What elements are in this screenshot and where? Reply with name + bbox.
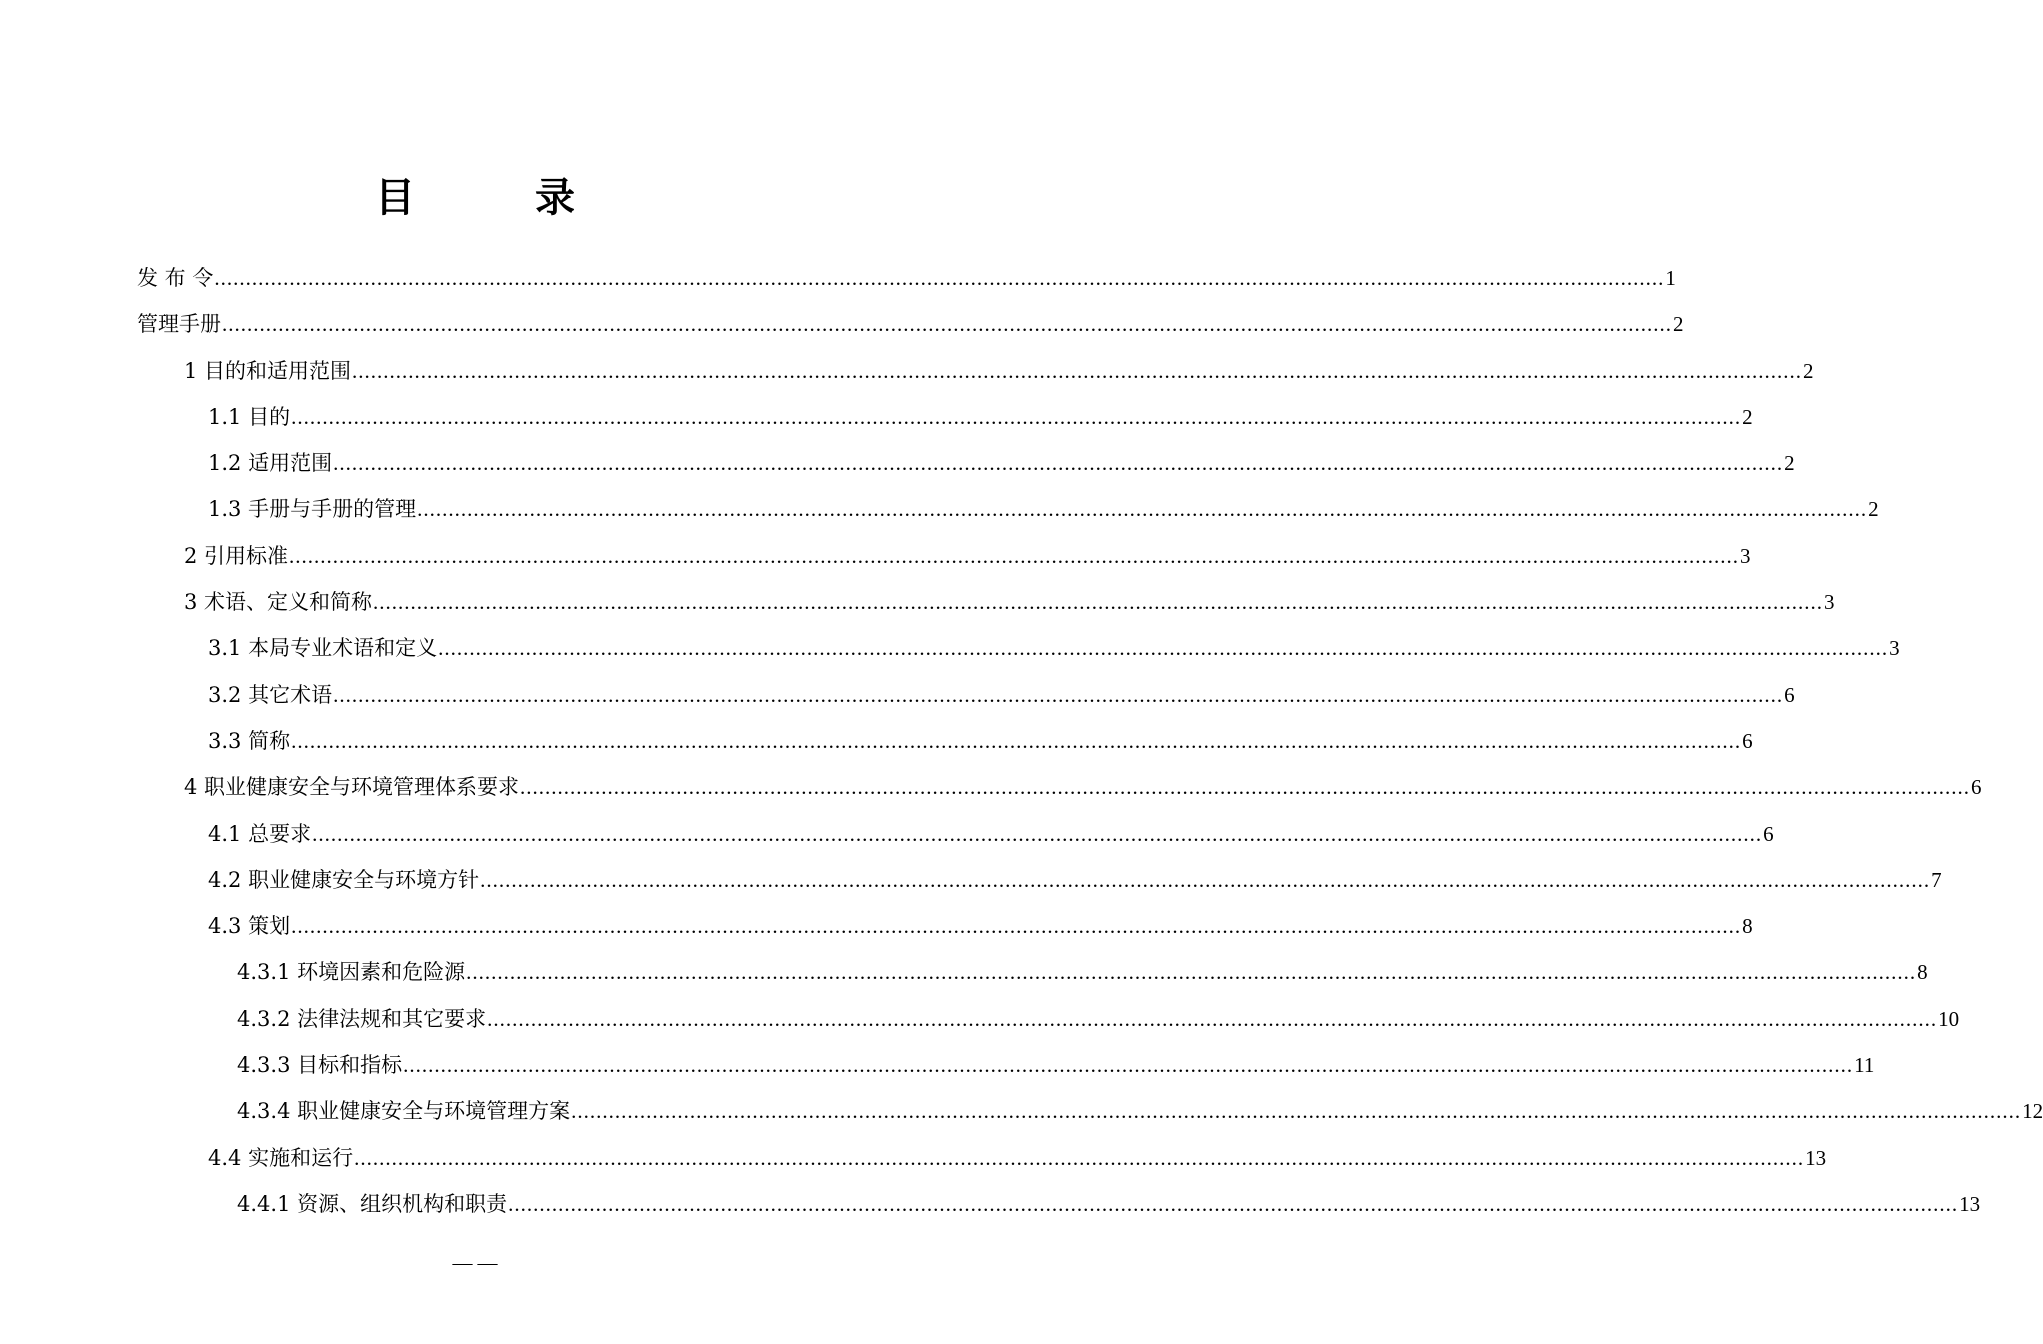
toc-entry-page-number: 2 bbox=[1784, 451, 1795, 476]
toc-entry[interactable] bbox=[137, 394, 1753, 440]
toc-entry[interactable] bbox=[137, 949, 1928, 995]
toc-entry-label: 4.1 总要求 bbox=[208, 821, 312, 846]
toc-entry[interactable] bbox=[137, 718, 1753, 764]
table-of-contents bbox=[137, 255, 2043, 1227]
toc-entry[interactable] bbox=[137, 440, 1795, 486]
toc-entry-page-number: 13 bbox=[1805, 1145, 1827, 1170]
toc-entry-label: 4.4 实施和运行 bbox=[208, 1145, 354, 1170]
toc-entry-label: 1.1 目的 bbox=[208, 404, 291, 429]
toc-dot-leader: ........................................................................................................................................................................................................................................ bbox=[333, 682, 1784, 707]
toc-dot-leader: ........................................................................................................................................................................................................................................ bbox=[417, 497, 1868, 522]
toc-entry-label: 4.3.4 职业健康安全与环境管理方案 bbox=[237, 1099, 571, 1124]
toc-entry-label: 4.3 策划 bbox=[208, 914, 291, 939]
toc-dot-leader: ........................................................................................................................................................................................................................................ bbox=[520, 775, 1971, 800]
toc-entry-page-number: 8 bbox=[1917, 960, 1928, 985]
toc-entry-label: 管理手册 bbox=[137, 312, 221, 337]
toc-dot-leader: ........................................................................................................................................................................................................................................ bbox=[438, 636, 1889, 661]
toc-entry-page-number: 1 bbox=[1665, 266, 1676, 290]
toc-dot-leader: ........................................................................................................................................................................................................................................ bbox=[571, 1099, 2022, 1124]
toc-entry-page-number: 2 bbox=[1868, 497, 1879, 522]
toc-entry-page-number: 6 bbox=[1742, 728, 1753, 753]
toc-entry-page-number: 13 bbox=[1959, 1191, 1981, 1216]
toc-entry-label: 1 目的和适用范围 bbox=[184, 358, 352, 383]
toc-entry[interactable] bbox=[137, 996, 1960, 1042]
toc-entry-page-number: 12 bbox=[2022, 1099, 2043, 1124]
toc-dot-leader: ........................................................................................................................................................................................................................................ bbox=[480, 867, 1931, 892]
toc-entry-page-number: 3 bbox=[1889, 636, 1900, 661]
toc-entry[interactable] bbox=[137, 1181, 1981, 1227]
toc-entry[interactable] bbox=[137, 486, 1879, 532]
toc-entry-page-number: 2 bbox=[1673, 312, 1684, 337]
toc-entry-page-number: 10 bbox=[1938, 1006, 1960, 1031]
toc-dot-leader: ........................................................................................................................................................................................................................................ bbox=[312, 821, 1763, 846]
toc-entry[interactable] bbox=[137, 672, 1795, 718]
toc-entry-label: 3.2 其它术语 bbox=[208, 682, 333, 707]
toc-dot-leader: ........................................................................................................................................................................................................................................ bbox=[333, 451, 1784, 476]
toc-entry[interactable] bbox=[137, 301, 1684, 347]
toc-dot-leader: ........................................................................................................................................................................................................................................ bbox=[403, 1053, 1854, 1078]
toc-entry-label: 1.2 适用范围 bbox=[208, 451, 333, 476]
toc-entry-label: 3.3 简称 bbox=[208, 728, 291, 753]
toc-dot-leader: ........................................................................................................................................................................................................................................ bbox=[354, 1145, 1805, 1170]
toc-entry-label: 4.3.2 法律法规和其它要求 bbox=[237, 1006, 487, 1031]
toc-entry-label: 3 术语、定义和简称 bbox=[184, 590, 373, 615]
toc-dot-leader: ........................................................................................................................................................................................................................................ bbox=[291, 404, 1742, 429]
toc-entry-page-number: 7 bbox=[1931, 867, 1942, 892]
toc-dot-leader: ........................................................................................................................................................................................................................................ bbox=[289, 543, 1740, 568]
toc-entry-label: 1.3 手册与手册的管理 bbox=[208, 497, 417, 522]
toc-entry-page-number: 6 bbox=[1971, 775, 1982, 800]
toc-entry[interactable] bbox=[137, 1135, 1827, 1181]
toc-entry-page-number: 6 bbox=[1784, 682, 1795, 707]
toc-dot-leader: ........................................................................................................................................................................................................................................ bbox=[466, 960, 1917, 985]
page-title: 目 录 bbox=[375, 175, 615, 221]
toc-entry-page-number: 3 bbox=[1824, 590, 1835, 615]
toc-dot-leader: ........................................................................................................................................................................................................................................ bbox=[291, 728, 1742, 753]
toc-entry-label: 2 引用标准 bbox=[184, 543, 289, 568]
toc-dot-leader: ........................................................................................................................................................................................................................................ bbox=[508, 1191, 1959, 1216]
toc-dot-leader: ........................................................................................................................................................................................................................................ bbox=[373, 590, 1824, 615]
toc-dot-leader: ........................................................................................................................................................................................................................................ bbox=[291, 914, 1742, 939]
toc-entry[interactable] bbox=[137, 533, 1751, 579]
page-footer: — — bbox=[452, 1252, 498, 1274]
toc-entry-page-number: 6 bbox=[1763, 821, 1774, 846]
toc-entry[interactable] bbox=[137, 348, 1814, 394]
toc-entry[interactable] bbox=[137, 255, 1676, 301]
toc-entry-label: 4.3.3 目标和指标 bbox=[237, 1053, 403, 1078]
toc-dot-leader: ........................................................................................................................................................................................................................................ bbox=[222, 312, 1672, 337]
toc-entry[interactable] bbox=[137, 764, 1982, 810]
toc-entry-page-number: 11 bbox=[1854, 1053, 1875, 1078]
toc-entry-page-number: 8 bbox=[1742, 914, 1753, 939]
toc-entry-label: 4.2 职业健康安全与环境方针 bbox=[208, 867, 480, 892]
toc-entry-label: 4 职业健康安全与环境管理体系要求 bbox=[184, 775, 520, 800]
toc-entry-label: 4.4.1 资源、组织机构和职责 bbox=[237, 1191, 508, 1216]
toc-entry[interactable] bbox=[137, 1042, 1875, 1088]
toc-entry-page-number: 2 bbox=[1803, 358, 1814, 383]
toc-entry[interactable] bbox=[137, 625, 1900, 671]
toc-entry-label: 3.1 本局专业术语和定义 bbox=[208, 636, 438, 661]
toc-dot-leader: ........................................................................................................................................................................................................................................ bbox=[487, 1006, 1938, 1031]
toc-entry[interactable] bbox=[137, 811, 1774, 857]
toc-entry-page-number: 2 bbox=[1742, 404, 1753, 429]
toc-entry[interactable] bbox=[137, 579, 1835, 625]
toc-entry-page-number: 3 bbox=[1740, 543, 1751, 568]
toc-dot-leader: ........................................................................................................................................................................................................................................ bbox=[214, 266, 1665, 290]
toc-entry[interactable] bbox=[137, 1088, 2043, 1134]
toc-entry-label: 4.3.1 环境因素和危险源 bbox=[237, 960, 466, 985]
toc-entry[interactable] bbox=[137, 857, 1942, 903]
toc-entry-label: 发 布 令 bbox=[137, 266, 214, 290]
toc-dot-leader: ........................................................................................................................................................................................................................................ bbox=[352, 358, 1803, 383]
toc-entry[interactable] bbox=[137, 903, 1753, 949]
